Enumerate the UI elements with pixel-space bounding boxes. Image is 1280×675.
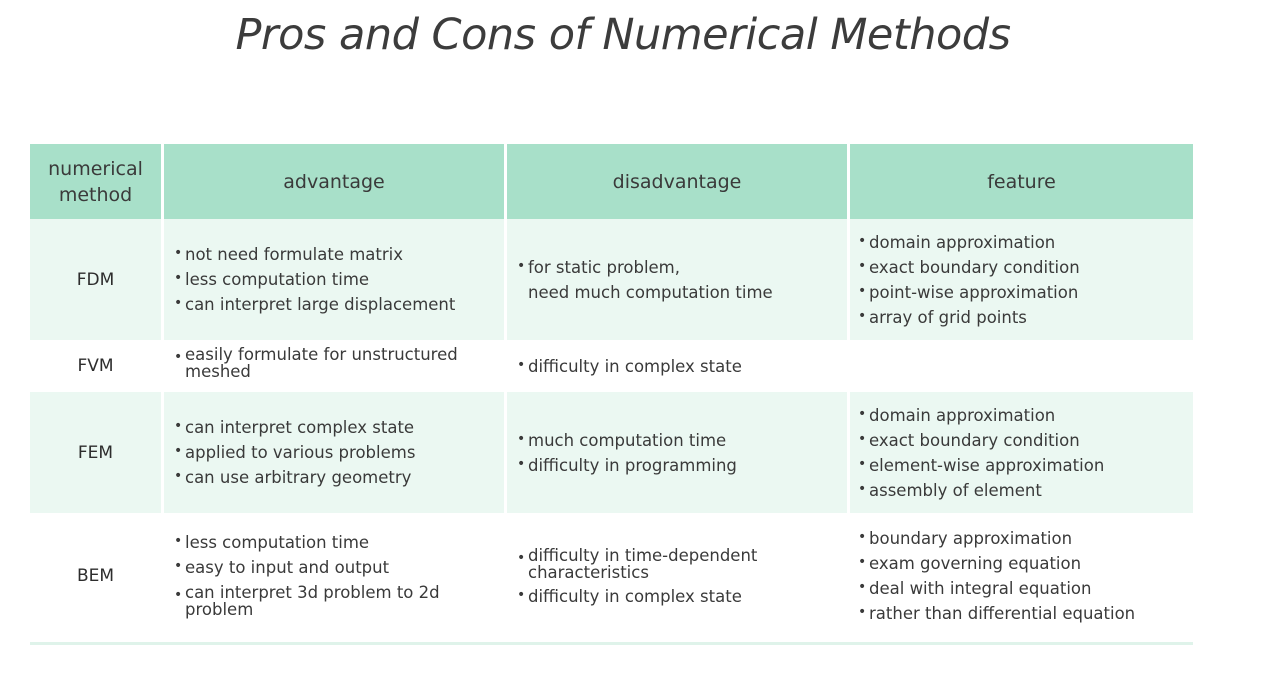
table-bottom-rule <box>30 642 1193 645</box>
list-item: • domain approximation <box>858 403 1193 428</box>
list-item: • less computation time <box>174 267 504 292</box>
advantage-cell <box>164 513 504 638</box>
method-cell: FVM <box>30 340 161 392</box>
list-item: • much computation time <box>517 428 847 453</box>
feature-cell <box>850 392 1193 513</box>
list-item: • rather than differential equation <box>858 601 1193 626</box>
list-item: • element-wise approximation <box>858 453 1193 478</box>
disadvantage-cell <box>507 392 847 513</box>
header-advantage: advantage <box>164 144 504 219</box>
list-item: • deal with integral equation <box>858 576 1193 601</box>
method-cell: FDM <box>30 219 161 340</box>
list-item: • exam governing equation <box>858 551 1193 576</box>
list-item: • can interpret complex state <box>174 415 504 440</box>
feature-cell <box>850 219 1193 340</box>
page-title: Pros and Cons of Numerical Methods <box>235 10 1011 60</box>
table-row <box>30 340 1193 392</box>
feature-cell <box>850 513 1193 638</box>
header-method: numerical method <box>30 144 161 219</box>
list-item: • assembly of element <box>858 478 1193 503</box>
table-row <box>30 219 1193 340</box>
disadvantage-cell <box>507 340 847 392</box>
list-item: • exact boundary condition <box>858 428 1193 453</box>
list-item: • difficulty in complex state <box>517 354 847 379</box>
method-cell: FEM <box>30 392 161 513</box>
list-item: • point-wise approximation <box>858 280 1193 305</box>
header-feature: feature <box>850 144 1193 219</box>
list-item: • difficulty in programming <box>517 453 847 478</box>
list-item: • exact boundary condition <box>858 255 1193 280</box>
disadvantage-cell <box>507 219 847 340</box>
list-item: • easy to input and output <box>174 555 504 580</box>
header-disadvantage: disadvantage <box>507 144 847 219</box>
list-item: • domain approximation <box>858 230 1193 255</box>
advantage-cell <box>164 392 504 513</box>
table-row <box>30 513 1193 638</box>
methods-table <box>27 144 1196 638</box>
list-item: • for static problem, need much computation time <box>517 255 847 305</box>
list-item: • applied to various problems <box>174 440 504 465</box>
list-item: • boundary approximation <box>858 526 1193 551</box>
method-cell: BEM <box>30 513 161 638</box>
advantage-cell <box>164 219 504 340</box>
list-item: • array of grid points <box>858 305 1193 330</box>
list-item: • difficulty in complex state <box>517 584 847 609</box>
feature-cell <box>850 340 1193 392</box>
header-row <box>30 144 1193 219</box>
list-item: • easily formulate for unstructured meshed <box>174 346 504 380</box>
list-item: • can interpret 3d problem to 2d problem <box>174 584 504 618</box>
list-item: • can interpret large displacement <box>174 292 504 317</box>
table-row <box>30 392 1193 513</box>
list-item: • less computation time <box>174 530 504 555</box>
advantage-cell <box>164 340 504 392</box>
list-item: • can use arbitrary geometry <box>174 465 504 490</box>
list-item: • difficulty in time-dependent characteristics <box>517 547 847 581</box>
list-item: • not need formulate matrix <box>174 242 504 267</box>
disadvantage-cell <box>507 513 847 638</box>
